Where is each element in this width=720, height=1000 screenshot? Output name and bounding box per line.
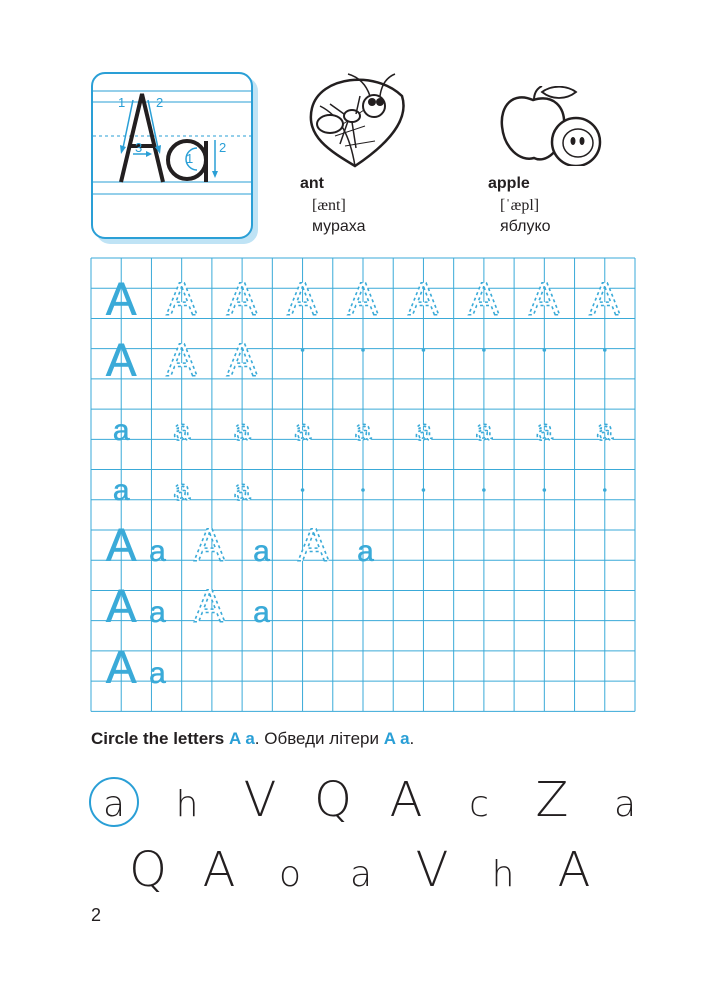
trace-letter: A: [226, 334, 258, 386]
trace-letter: a: [596, 414, 614, 447]
stroke-label-2: 2: [156, 95, 164, 110]
stroke-label-a2: 2: [219, 140, 227, 155]
trace-letter: A: [298, 519, 329, 571]
trace-letter: A: [194, 580, 225, 632]
model-letter: A: [105, 580, 137, 632]
instruction-sep: .: [254, 729, 260, 748]
trace-letter: A: [589, 273, 621, 325]
model-letter: a: [112, 474, 130, 507]
trace-dot: [482, 488, 486, 492]
model-letter: a: [253, 596, 270, 629]
trace-letter: A: [166, 334, 198, 386]
trace-letter: A: [194, 519, 225, 571]
letter-option[interactable]: Q: [314, 772, 352, 828]
trace-letter: a: [354, 414, 372, 447]
trace-dot: [361, 348, 365, 352]
model-letter: a: [149, 535, 166, 568]
trace-dot: [301, 348, 305, 352]
trace-letter: a: [173, 474, 191, 507]
trace-letter: a: [475, 414, 493, 447]
letter-option[interactable]: A: [389, 772, 423, 828]
model-letter: A: [105, 519, 137, 571]
model-letter: A: [105, 273, 137, 325]
letter-option[interactable]: A: [202, 842, 236, 898]
page-number: 2: [91, 905, 102, 925]
letter-option[interactable]: o: [278, 854, 302, 895]
trace-dot: [543, 488, 547, 492]
trace-dot: [422, 488, 426, 492]
trace-letter: A: [347, 273, 379, 325]
trace-letter: A: [287, 273, 318, 325]
model-letter: a: [149, 596, 166, 629]
letter-option[interactable]: V: [243, 772, 277, 828]
trace-letter: a: [233, 474, 251, 507]
trace-letter: a: [294, 414, 311, 447]
trace-dot: [543, 348, 547, 352]
trace-letter: a: [233, 414, 251, 447]
word-ua: яблуко: [500, 218, 551, 235]
trace-dot: [603, 348, 607, 352]
trace-letter: A: [226, 273, 258, 325]
model-letter: A: [105, 334, 137, 386]
instruction-end: .: [409, 729, 415, 748]
instruction-ua-letters: A a: [383, 729, 410, 748]
trace-dot: [482, 348, 486, 352]
stroke-label-a1: 1: [186, 151, 194, 166]
trace-letter: a: [415, 414, 432, 447]
word-en: apple: [488, 175, 530, 192]
word-ua: мураха: [312, 218, 366, 235]
trace-letter: a: [535, 414, 553, 447]
model-letter: a: [112, 414, 130, 447]
letter-option[interactable]: h: [491, 854, 515, 895]
letter-option[interactable]: c: [469, 784, 489, 825]
trace-dot: [422, 348, 426, 352]
trace-dot: [361, 488, 365, 492]
model-letter: A: [105, 641, 137, 693]
letter-option[interactable]: h: [175, 784, 199, 825]
trace-letter: a: [173, 414, 191, 447]
stroke-label-3: 3: [135, 140, 143, 155]
instruction-en: Circle the letters: [91, 729, 225, 748]
trace-letter: A: [408, 273, 439, 325]
instruction-ua: Обведи літери: [259, 729, 379, 748]
word-transcription: [ænt]: [312, 197, 346, 214]
model-letter: a: [149, 657, 166, 690]
model-letter: a: [357, 535, 374, 568]
stroke-label-1: 1: [118, 95, 126, 110]
letter-option[interactable]: a: [102, 784, 126, 825]
trace-dot: [301, 488, 305, 492]
trace-letter: A: [166, 273, 198, 325]
trace-letter: A: [468, 273, 500, 325]
word-transcription: [ˈæpl]: [500, 197, 540, 214]
letter-option[interactable]: A: [557, 842, 591, 898]
letter-option[interactable]: a: [349, 854, 373, 895]
letter-option[interactable]: V: [415, 842, 449, 898]
instruction: [91, 729, 414, 749]
trace-dot: [603, 488, 607, 492]
letter-option[interactable]: a: [613, 784, 637, 825]
model-letter: a: [253, 535, 270, 568]
letter-option[interactable]: Q: [129, 842, 167, 898]
instruction-en-letters: A a: [228, 729, 255, 748]
word-en: ant: [300, 175, 324, 192]
letter-option[interactable]: Z: [535, 772, 569, 828]
trace-letter: A: [528, 273, 560, 325]
